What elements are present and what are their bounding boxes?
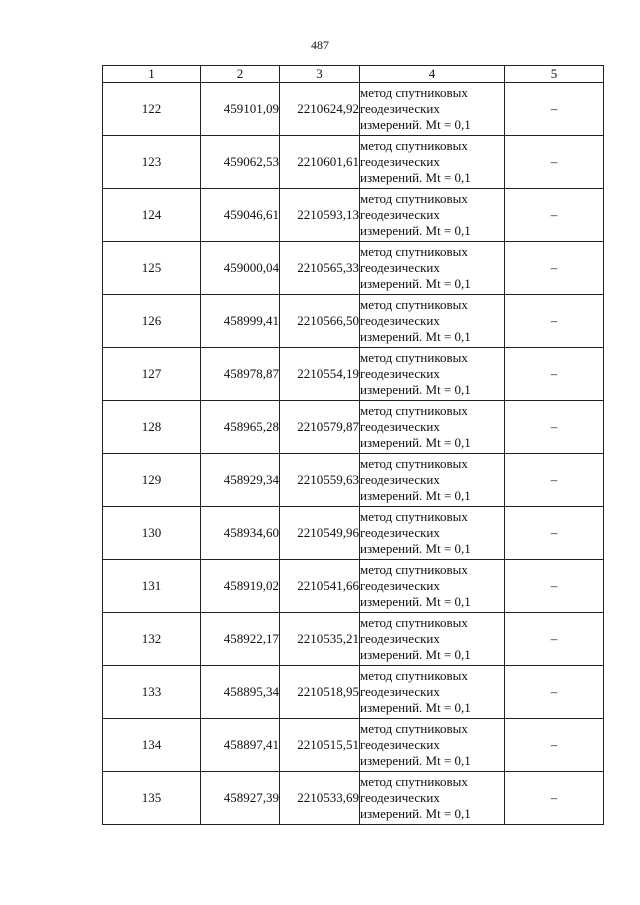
method-line-2: геодезических xyxy=(360,578,440,593)
header-cell-5: 5 xyxy=(505,66,604,83)
method-line-1: метод спутниковых xyxy=(360,456,468,471)
method-line-2: геодезических xyxy=(360,366,440,381)
method-line-1: метод спутниковых xyxy=(360,403,468,418)
y-coordinate-cell: 2210549,96 xyxy=(280,507,360,560)
value-cell: – xyxy=(505,348,604,401)
point-number-cell: 128 xyxy=(103,401,201,454)
header-cell-2: 2 xyxy=(201,66,280,83)
method-line-1: метод спутниковых xyxy=(360,668,468,683)
method-line-2: геодезических xyxy=(360,313,440,328)
point-number-cell: 126 xyxy=(103,295,201,348)
table-row xyxy=(103,189,604,242)
x-coordinate-cell: 458919,02 xyxy=(201,560,280,613)
header-cell-3: 3 xyxy=(280,66,360,83)
method-cell xyxy=(360,719,505,772)
method-line-3: измерений. Mt = 0,1 xyxy=(360,753,471,768)
table-row xyxy=(103,295,604,348)
method-line-1: метод спутниковых xyxy=(360,297,468,312)
coordinates-table xyxy=(102,65,604,825)
table-row xyxy=(103,454,604,507)
method-line-2: геодезических xyxy=(360,737,440,752)
method-cell xyxy=(360,242,505,295)
point-number-cell: 129 xyxy=(103,454,201,507)
table-row xyxy=(103,348,604,401)
y-coordinate-cell: 2210515,51 xyxy=(280,719,360,772)
x-coordinate-cell: 458965,28 xyxy=(201,401,280,454)
method-line-3: измерений. Mt = 0,1 xyxy=(360,170,471,185)
x-coordinate-cell: 459000,04 xyxy=(201,242,280,295)
method-line-3: измерений. Mt = 0,1 xyxy=(360,435,471,450)
method-line-3: измерений. Mt = 0,1 xyxy=(360,276,471,291)
method-line-3: измерений. Mt = 0,1 xyxy=(360,594,471,609)
y-coordinate-cell: 2210541,66 xyxy=(280,560,360,613)
method-line-1: метод спутниковых xyxy=(360,774,468,789)
x-coordinate-cell: 458999,41 xyxy=(201,295,280,348)
method-cell xyxy=(360,666,505,719)
x-coordinate-cell: 458934,60 xyxy=(201,507,280,560)
method-line-1: метод спутниковых xyxy=(360,509,468,524)
method-cell xyxy=(360,772,505,825)
method-line-2: геодезических xyxy=(360,419,440,434)
point-number-cell: 123 xyxy=(103,136,201,189)
method-cell xyxy=(360,613,505,666)
x-coordinate-cell: 458895,34 xyxy=(201,666,280,719)
method-cell xyxy=(360,83,505,136)
method-cell xyxy=(360,454,505,507)
method-line-3: измерений. Mt = 0,1 xyxy=(360,806,471,821)
method-line-3: измерений. Mt = 0,1 xyxy=(360,700,471,715)
value-cell: – xyxy=(505,507,604,560)
y-coordinate-cell: 2210559,63 xyxy=(280,454,360,507)
point-number-cell: 134 xyxy=(103,719,201,772)
method-line-2: геодезических xyxy=(360,207,440,222)
value-cell: – xyxy=(505,613,604,666)
y-coordinate-cell: 2210535,21 xyxy=(280,613,360,666)
value-cell: – xyxy=(505,719,604,772)
method-line-1: метод спутниковых xyxy=(360,615,468,630)
method-line-1: метод спутниковых xyxy=(360,721,468,736)
point-number-cell: 135 xyxy=(103,772,201,825)
y-coordinate-cell: 2210566,50 xyxy=(280,295,360,348)
point-number-cell: 132 xyxy=(103,613,201,666)
y-coordinate-cell: 2210579,87 xyxy=(280,401,360,454)
method-cell xyxy=(360,189,505,242)
point-number-cell: 127 xyxy=(103,348,201,401)
method-line-2: геодезических xyxy=(360,631,440,646)
value-cell: – xyxy=(505,454,604,507)
point-number-cell: 122 xyxy=(103,83,201,136)
table-row xyxy=(103,719,604,772)
value-cell: – xyxy=(505,772,604,825)
y-coordinate-cell: 2210593,13 xyxy=(280,189,360,242)
y-coordinate-cell: 2210533,69 xyxy=(280,772,360,825)
method-line-1: метод спутниковых xyxy=(360,562,468,577)
value-cell: – xyxy=(505,136,604,189)
method-line-3: измерений. Mt = 0,1 xyxy=(360,329,471,344)
y-coordinate-cell: 2210565,33 xyxy=(280,242,360,295)
x-coordinate-cell: 459101,09 xyxy=(201,83,280,136)
y-coordinate-cell: 2210518,95 xyxy=(280,666,360,719)
x-coordinate-cell: 459062,53 xyxy=(201,136,280,189)
method-cell xyxy=(360,136,505,189)
x-coordinate-cell: 458929,34 xyxy=(201,454,280,507)
method-cell xyxy=(360,507,505,560)
y-coordinate-cell: 2210554,19 xyxy=(280,348,360,401)
table-row xyxy=(103,507,604,560)
value-cell: – xyxy=(505,401,604,454)
x-coordinate-cell: 458978,87 xyxy=(201,348,280,401)
value-cell: – xyxy=(505,189,604,242)
method-line-2: геодезических xyxy=(360,472,440,487)
table-row xyxy=(103,613,604,666)
page-number: 487 xyxy=(311,38,329,52)
y-coordinate-cell: 2210624,92 xyxy=(280,83,360,136)
value-cell: – xyxy=(505,295,604,348)
method-line-1: метод спутниковых xyxy=(360,191,468,206)
method-cell xyxy=(360,348,505,401)
point-number-cell: 131 xyxy=(103,560,201,613)
method-line-3: измерений. Mt = 0,1 xyxy=(360,647,471,662)
table-row xyxy=(103,666,604,719)
value-cell: – xyxy=(505,666,604,719)
header-cell-1: 1 xyxy=(103,66,201,83)
table-body xyxy=(103,66,604,825)
x-coordinate-cell: 458927,39 xyxy=(201,772,280,825)
table-row xyxy=(103,83,604,136)
method-line-3: измерений. Mt = 0,1 xyxy=(360,117,471,132)
value-cell: – xyxy=(505,83,604,136)
method-cell xyxy=(360,401,505,454)
table-row xyxy=(103,772,604,825)
method-line-3: измерений. Mt = 0,1 xyxy=(360,223,471,238)
y-coordinate-cell: 2210601,61 xyxy=(280,136,360,189)
point-number-cell: 125 xyxy=(103,242,201,295)
x-coordinate-cell: 459046,61 xyxy=(201,189,280,242)
table-row xyxy=(103,560,604,613)
table-header-row xyxy=(103,66,604,83)
method-cell xyxy=(360,295,505,348)
method-line-1: метод спутниковых xyxy=(360,244,468,259)
method-line-2: геодезических xyxy=(360,684,440,699)
point-number-cell: 124 xyxy=(103,189,201,242)
method-line-3: измерений. Mt = 0,1 xyxy=(360,541,471,556)
x-coordinate-cell: 458922,17 xyxy=(201,613,280,666)
method-cell xyxy=(360,560,505,613)
value-cell: – xyxy=(505,242,604,295)
point-number-cell: 130 xyxy=(103,507,201,560)
method-line-1: метод спутниковых xyxy=(360,85,468,100)
method-line-3: измерений. Mt = 0,1 xyxy=(360,382,471,397)
method-line-1: метод спутниковых xyxy=(360,350,468,365)
method-line-1: метод спутниковых xyxy=(360,138,468,153)
value-cell: – xyxy=(505,560,604,613)
method-line-3: измерений. Mt = 0,1 xyxy=(360,488,471,503)
method-line-2: геодезических xyxy=(360,260,440,275)
table-row xyxy=(103,401,604,454)
method-line-2: геодезических xyxy=(360,525,440,540)
method-line-2: геодезических xyxy=(360,790,440,805)
method-line-2: геодезических xyxy=(360,101,440,116)
header-cell-4: 4 xyxy=(360,66,505,83)
table-row xyxy=(103,242,604,295)
x-coordinate-cell: 458897,41 xyxy=(201,719,280,772)
method-line-2: геодезических xyxy=(360,154,440,169)
table-row xyxy=(103,136,604,189)
point-number-cell: 133 xyxy=(103,666,201,719)
